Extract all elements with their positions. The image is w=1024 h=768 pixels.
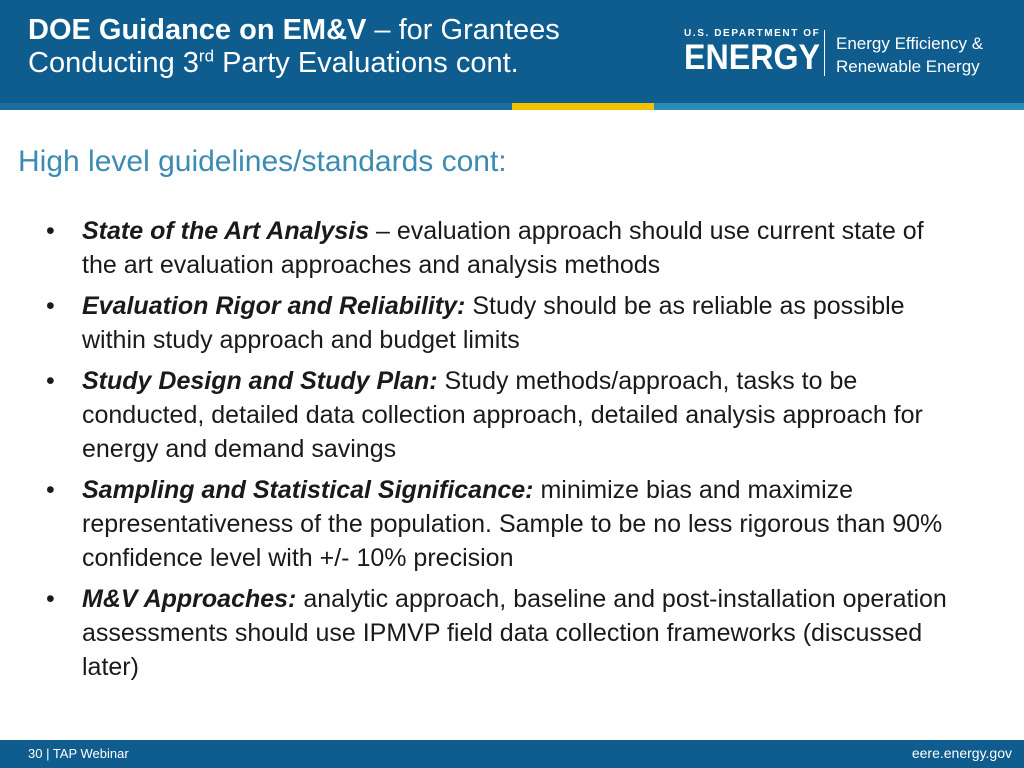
title-line2-post: Party Evaluations cont. <box>214 47 519 79</box>
title-rest: – for Grantees <box>366 14 560 46</box>
bullet-text: Study methods/approach, tasks to be conducted, detailed data collection approach, detailed analysis approach for energy and demand savings <box>82 367 923 463</box>
bullet-lead: Evaluation Rigor and Reliability: <box>82 292 466 320</box>
title-line2-pre: Conducting 3 <box>28 47 199 79</box>
bullet-text: Study should be as reliable as possible within study approach and budget limits <box>82 292 905 354</box>
header-stripe-light-blue <box>654 103 1024 110</box>
header-stripe-blue <box>0 103 512 110</box>
bullet-lead: M&V Approaches: <box>82 585 297 613</box>
logo-doe-small-text: U.S. DEPARTMENT OF <box>684 28 821 39</box>
bullet-item <box>0 289 1000 357</box>
slide-subtitle: High level guidelines/standards cont: <box>18 145 507 178</box>
footer-slide-number: 30 | TAP Webinar <box>28 746 129 761</box>
logo-divider <box>824 30 825 76</box>
logo-eere-text <box>836 32 983 78</box>
slide-title <box>28 14 668 80</box>
logo-eere-line2: Renewable Energy <box>836 57 980 76</box>
title-bold: DOE Guidance on EM&V <box>28 14 367 46</box>
title-superscript: rd <box>198 46 215 66</box>
header-bar <box>0 0 1024 103</box>
bullet-lead: State of the Art Analysis <box>82 217 370 245</box>
bullet-dot: • <box>46 476 55 504</box>
bullet-dot: • <box>46 292 55 320</box>
bullet-lead: Study Design and Study Plan: <box>82 367 438 395</box>
bullet-item <box>0 582 1000 684</box>
bullet-item <box>0 364 1000 466</box>
bullet-text: analytic approach, baseline and post-installation operation assessments should use IPMVP field data collection frameworks (discussed later) <box>82 585 947 681</box>
footer-bar <box>0 740 1024 768</box>
doe-eere-logo <box>684 28 1014 88</box>
footer-website: eere.energy.gov <box>911 745 1012 761</box>
bullet-text: – evaluation approach should use current state of the art evaluation approaches and analysis methods <box>82 217 924 279</box>
bullet-dot: • <box>46 585 55 613</box>
bullet-list <box>0 214 1000 691</box>
header-stripe-yellow <box>512 103 654 110</box>
bullet-item <box>0 214 1000 282</box>
bullet-item <box>0 473 1000 575</box>
bullet-dot: • <box>46 367 55 395</box>
logo-eere-line1: Energy Efficiency & <box>836 34 984 53</box>
bullet-dot: • <box>46 217 55 245</box>
logo-energy-wordmark: ENERGY <box>684 38 820 77</box>
bullet-lead: Sampling and Statistical Significance: <box>82 476 534 504</box>
bullet-text: minimize bias and maximize representativeness of the population. Sample to be no less rigorous than 90% confidence level with +/- 10% precision <box>82 476 943 572</box>
